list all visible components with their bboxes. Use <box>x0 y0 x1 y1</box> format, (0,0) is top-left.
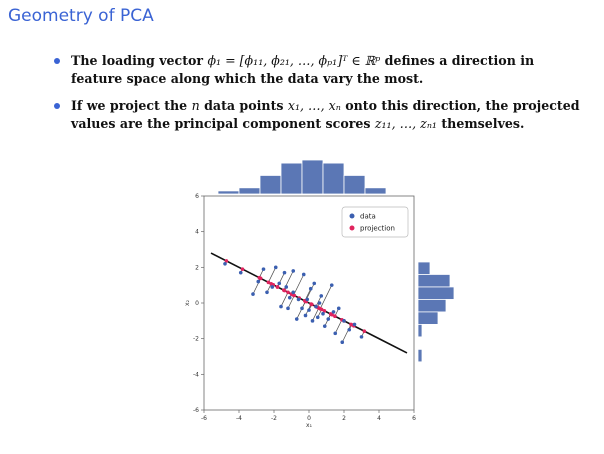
bullet-text: If we project the <box>71 98 192 113</box>
histogram-bar-x <box>260 175 281 194</box>
data-point <box>318 301 322 305</box>
data-point <box>256 280 260 284</box>
slide-title: Geometry of PCA <box>8 6 154 26</box>
math-expression: z₁₁, …, zₙ₁ <box>374 116 437 131</box>
y-tick-label: 4 <box>195 228 199 236</box>
data-point <box>312 282 316 286</box>
histogram-bar-x <box>281 163 302 194</box>
data-point <box>347 328 351 332</box>
histogram-bar-x <box>365 188 386 194</box>
data-point <box>279 305 283 309</box>
histogram-bar-y <box>418 262 430 274</box>
data-point <box>342 319 346 323</box>
data-point <box>297 298 301 302</box>
data-point <box>270 285 274 289</box>
histogram-bar-y <box>418 299 446 311</box>
data-point <box>284 285 288 289</box>
data-point <box>332 310 336 314</box>
data-point <box>223 262 227 266</box>
data-point <box>340 340 344 344</box>
marginal-histogram-y <box>418 262 454 362</box>
y-tick-label: -6 <box>193 407 199 414</box>
data-point <box>300 307 304 311</box>
x-tick-label: -2 <box>271 415 277 422</box>
data-point <box>288 296 292 300</box>
y-tick-label: 6 <box>195 193 199 200</box>
projection-segment <box>335 320 342 334</box>
math-expression: x₁, …, xₙ <box>287 98 341 113</box>
data-point <box>291 291 295 295</box>
principal-component-line <box>211 253 407 353</box>
data-point <box>262 267 266 271</box>
projection-segments <box>225 261 364 342</box>
histogram-bar-y <box>418 324 422 336</box>
x-tick-label: 4 <box>377 415 381 422</box>
histogram-bar-x <box>344 175 365 194</box>
data-point <box>360 335 364 339</box>
projection-point <box>283 289 287 293</box>
data-point <box>265 291 269 295</box>
bullet-text: defines a direction in feature space along which the data vary the most. <box>71 53 535 86</box>
marginal-histogram-x <box>218 160 386 194</box>
y-axis-label: x₂ <box>184 300 191 306</box>
data-point <box>337 307 341 311</box>
data-point <box>305 298 309 302</box>
bullet-text: themselves. <box>436 116 525 131</box>
projection-point <box>267 281 271 285</box>
data-points <box>223 262 363 344</box>
projection-point <box>241 267 245 271</box>
data-point <box>319 294 323 298</box>
projection-point <box>363 329 367 333</box>
data-point <box>326 317 330 321</box>
projection-point <box>349 323 353 327</box>
data-point <box>307 308 311 312</box>
x-tick-label: -6 <box>201 415 207 422</box>
histogram-bar-x <box>239 188 260 194</box>
projection-point <box>310 303 314 307</box>
data-point <box>316 315 320 319</box>
histogram-bar-x <box>218 191 239 194</box>
y-tick-label: -4 <box>193 371 199 379</box>
data-point <box>291 269 295 273</box>
data-point <box>314 305 318 309</box>
data-point <box>330 283 334 287</box>
histogram-bar-y <box>418 287 454 299</box>
data-point <box>304 314 308 318</box>
legend-data-label: data <box>360 212 376 221</box>
data-point <box>277 282 281 286</box>
legend-data-marker <box>350 214 355 219</box>
projection-segment <box>294 274 304 295</box>
projection-point <box>276 285 280 289</box>
histogram-bar-x <box>323 163 344 194</box>
math-expression: n <box>191 98 200 113</box>
data-point <box>323 324 327 328</box>
histogram-bar-x <box>302 160 323 194</box>
x-tick-label: 0 <box>307 415 311 422</box>
histogram-bar-y <box>418 274 450 286</box>
x-tick-label: 6 <box>412 415 416 422</box>
data-point <box>251 292 255 296</box>
x-tick-label: -4 <box>236 415 242 422</box>
legend-projection-marker <box>350 226 355 231</box>
legend <box>342 207 408 237</box>
projection-point <box>286 291 290 295</box>
projection-segment <box>281 292 288 306</box>
legend-projection-label: projection <box>360 224 395 233</box>
projection-point <box>258 276 262 280</box>
data-point <box>333 332 337 336</box>
projection-point <box>318 307 322 311</box>
histogram-bar-y <box>418 349 422 361</box>
x-tick-label: 2 <box>342 415 346 422</box>
y-tick-label: 0 <box>195 300 199 307</box>
projection-segment <box>268 267 275 282</box>
histogram-bar-y <box>418 312 438 324</box>
y-tick-label: 2 <box>195 264 199 272</box>
data-point <box>311 319 315 323</box>
data-point <box>295 317 299 321</box>
data-point <box>274 266 278 270</box>
x-axis-label: x₁ <box>306 422 312 429</box>
bullet-text: data points <box>199 98 288 113</box>
data-point <box>302 273 306 277</box>
math-expression: ϕ₁ = [ϕ₁₁, ϕ₂₁, …, ϕₚ₁]ᵀ ∈ ℝᵖ <box>207 53 381 68</box>
y-tick-label: -2 <box>193 335 199 343</box>
data-point <box>239 271 243 275</box>
legend-box <box>342 207 408 237</box>
data-point <box>353 323 357 327</box>
data-point <box>286 307 290 311</box>
bullet-text: onto this direction, the projected values are the principal component scores <box>71 98 580 131</box>
data-point <box>321 312 325 316</box>
data-point <box>283 271 287 275</box>
projection-segment <box>342 324 351 342</box>
bullet-text: The loading vector <box>71 53 208 68</box>
data-point <box>309 287 313 291</box>
